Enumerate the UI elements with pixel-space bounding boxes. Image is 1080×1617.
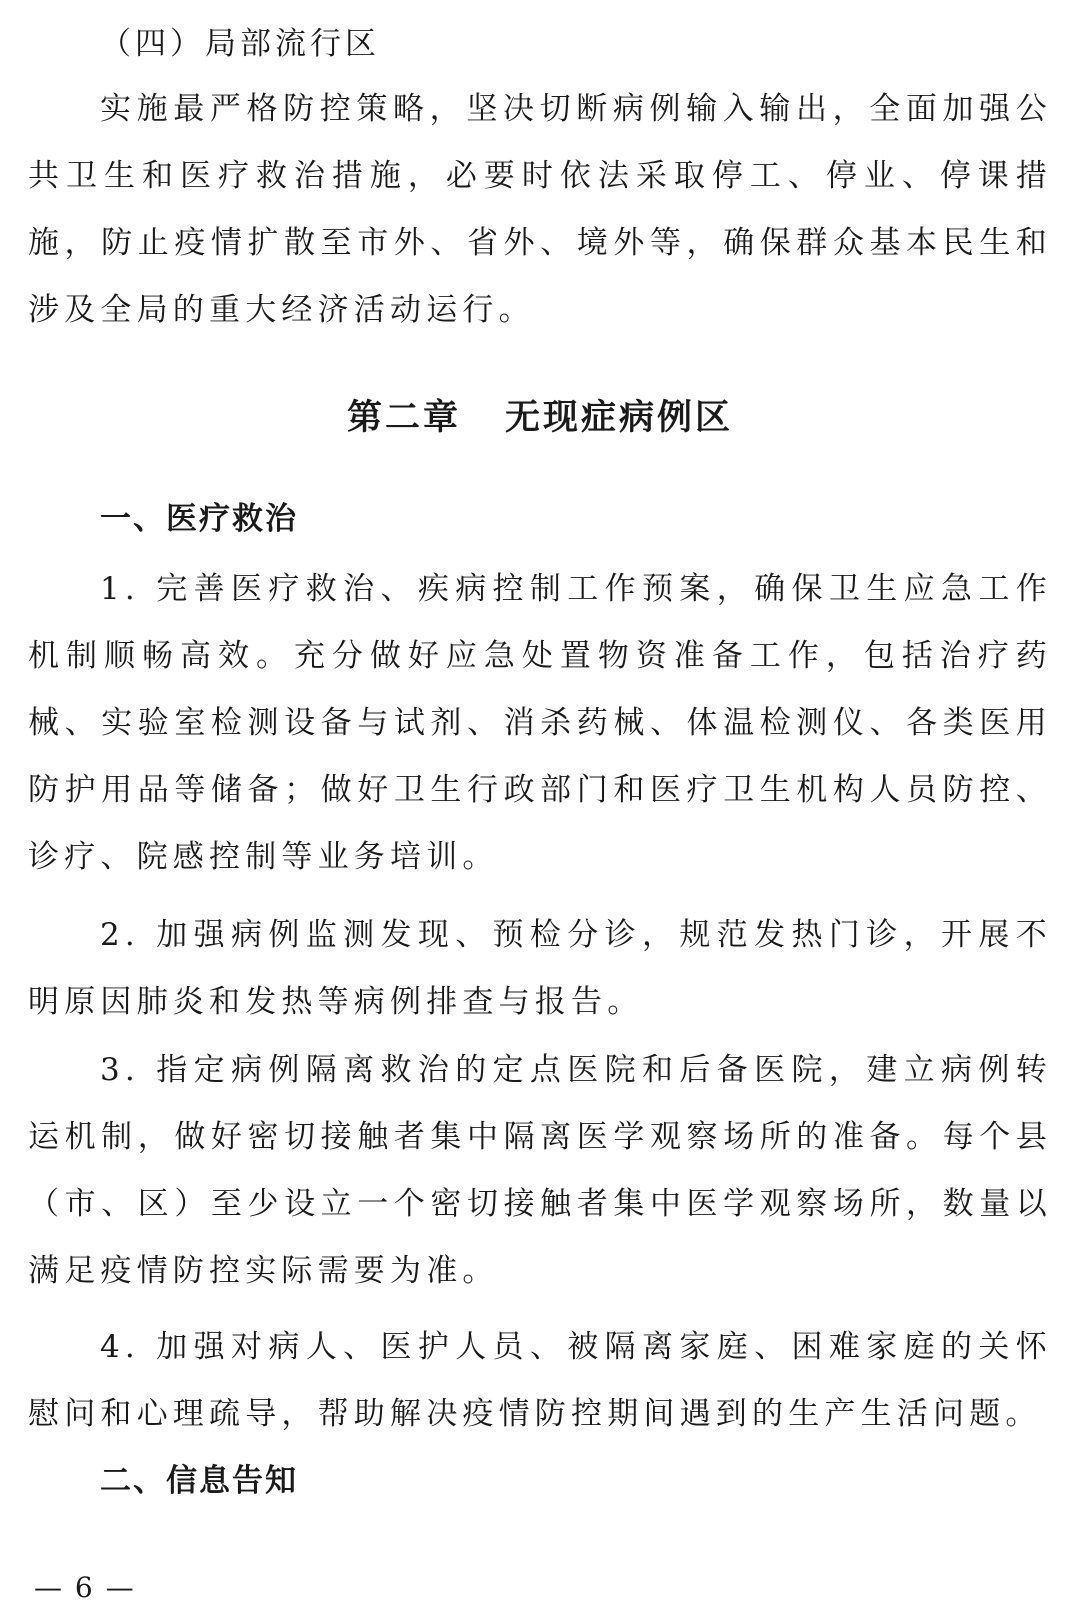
list-item-4: 4. 加强对病人、医护人员、被隔离家庭、困难家庭的关怀慰问和心理疏导，帮助解决疫情防控期间遇到的生产生活问题。 (28, 1329, 1052, 1432)
list-item-3: 3. 指定病例隔离救治的定点医院和后备医院，建立病例转运机制，做好密切接触者集中隔离医学观察场所的准备。每个县（市、区）至少设立一个密切接触者集中医学观察场所，数量以满足疫情防控实际需要为准。 (28, 1052, 1052, 1289)
chapter-name: 无现症病例区 (505, 398, 734, 438)
chapter-number: 第二章 (346, 398, 461, 438)
page-number: — 6 — (34, 1571, 136, 1604)
heading-medical-treatment: 一、医疗救治 (100, 501, 298, 537)
chapter-title (0, 396, 1080, 440)
heading-information-notice: 二、信息告知 (100, 1463, 298, 1499)
list-item-1: 1. 完善医疗救治、疾病控制工作预案，确保卫生应急工作机制顺畅高效。充分做好应急处置物资准备工作，包括治疗药械、实验室检测设备与试剂、消杀药械、体温检测仪、各类医用防护用品等储备；做好卫生行政部门和医疗卫生机构人员防控、诊疗、院感控制等业务培训。 (28, 571, 1052, 875)
list-item-2: 2. 加强病例监测发现、预检分诊，规范发热门诊，开展不明原因肺炎和发热等病例排查与报告。 (28, 917, 1052, 1020)
section-four-body: 实施最严格防控策略，坚决切断病例输入输出，全面加强公共卫生和医疗救治措施，必要时依法采取停工、停业、停课措施，防止疫情扩散至市外、省外、境外等，确保群众基本民生和涉及全局的重大经济活动运行。 (28, 91, 1052, 328)
section-four-heading: （四）局部流行区 (100, 26, 380, 62)
